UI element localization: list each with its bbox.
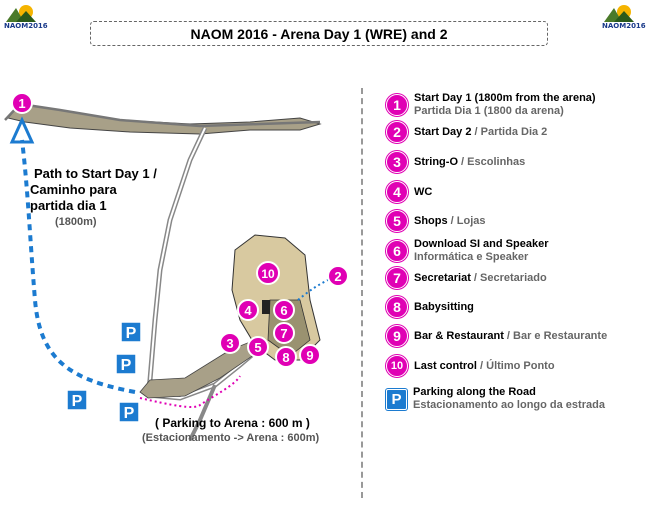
legend-item-5 bbox=[386, 210, 638, 232]
legend-en-6: Download SI and Speaker bbox=[414, 238, 549, 250]
logo-text-left: NAOM2016 bbox=[4, 22, 48, 30]
map-marker-3-label: 3 bbox=[226, 336, 234, 351]
legend-item-7 bbox=[386, 267, 638, 289]
map-parking-4 bbox=[119, 402, 139, 422]
legend-en-2: Start Day 2 bbox=[414, 125, 472, 138]
legend-en-5: Shops bbox=[414, 214, 448, 227]
legend-item-8 bbox=[386, 296, 638, 318]
naom-logo-right bbox=[602, 2, 646, 30]
map-parking-3 bbox=[67, 390, 87, 410]
legend-badge-3: 3 bbox=[386, 151, 408, 173]
legend-item-6 bbox=[386, 238, 638, 264]
legend-en-9: Bar & Restaurant bbox=[414, 329, 504, 342]
legend-sep-2: / bbox=[471, 125, 481, 138]
legend-badge-4: 4 bbox=[386, 181, 408, 203]
map-marker-1-label: 1 bbox=[18, 96, 26, 111]
arena-building bbox=[262, 300, 270, 314]
legend-badge-10: 10 bbox=[386, 355, 408, 377]
path-label-line3: partida dia 1 bbox=[30, 198, 107, 213]
map-parking-3-label: P bbox=[71, 393, 83, 410]
map-parking-2-label: P bbox=[120, 357, 132, 374]
legend-en-7: Secretariat bbox=[414, 271, 471, 284]
legend-text-8 bbox=[414, 301, 474, 314]
map-parking-2 bbox=[116, 354, 136, 374]
legend-text-1 bbox=[414, 92, 596, 118]
legend-item-2 bbox=[386, 121, 638, 143]
legend-en-1: Start Day 1 (1800m from the arena) bbox=[414, 92, 596, 104]
legend-badge-7: 7 bbox=[386, 267, 408, 289]
legend-item-parking bbox=[386, 386, 638, 412]
legend-badge-9: 9 bbox=[386, 325, 408, 347]
map-marker-8-label: 8 bbox=[282, 350, 290, 365]
map-marker-9 bbox=[300, 345, 320, 365]
map-marker-10-label: 10 bbox=[261, 267, 275, 281]
map-marker-4-label: 4 bbox=[244, 303, 252, 318]
legend-text-3 bbox=[414, 156, 525, 169]
map-parking-1 bbox=[121, 322, 141, 342]
legend-text-2 bbox=[414, 126, 547, 139]
map-marker-6-label: 6 bbox=[280, 303, 288, 318]
map-marker-6 bbox=[274, 300, 294, 320]
map-marker-5-label: 5 bbox=[254, 340, 262, 355]
legend-pt-10: Último Ponto bbox=[486, 359, 555, 372]
legend-badge-6: 6 bbox=[386, 240, 408, 262]
legend-parking-pt: Estacionamento ao longo da estrada bbox=[413, 399, 605, 411]
legend-item-10 bbox=[386, 355, 638, 377]
legend-parking-badge: P bbox=[386, 389, 407, 410]
path-label-line1: Path to Start Day 1 / bbox=[34, 166, 157, 181]
legend-pt-5: Lojas bbox=[456, 214, 486, 227]
legend-pt-3: Escolinhas bbox=[467, 155, 526, 168]
legend-text-10 bbox=[414, 360, 555, 373]
map-marker-9-label: 9 bbox=[306, 348, 314, 363]
legend-text-7 bbox=[414, 272, 547, 285]
map-marker-1 bbox=[12, 93, 32, 113]
legend-text-9 bbox=[414, 330, 607, 343]
legend-pt-9: Bar e Restaurante bbox=[513, 329, 608, 342]
map-marker-7 bbox=[274, 323, 294, 343]
map-marker-7-label: 7 bbox=[280, 326, 288, 341]
legend-badge-5: 5 bbox=[386, 210, 408, 232]
map-parking-symbols bbox=[67, 322, 141, 422]
legend-text-parking bbox=[413, 386, 605, 412]
legend-item-4 bbox=[386, 181, 638, 203]
path-label-line2: Caminho para bbox=[30, 182, 117, 197]
legend-en-10: Last control bbox=[414, 359, 477, 372]
legend-badge-8: 8 bbox=[386, 296, 408, 318]
legend-item-3 bbox=[386, 151, 638, 173]
legend-sep-10: / bbox=[476, 359, 487, 372]
legend-sep-9: / bbox=[503, 329, 514, 342]
legend-badge-1: 1 bbox=[386, 94, 408, 116]
legend-badge-2: 2 bbox=[386, 121, 408, 143]
map-marker-5 bbox=[248, 337, 268, 357]
legend-sep-3: / bbox=[458, 155, 468, 168]
legend-en-3: String-O bbox=[414, 155, 458, 168]
map-marker-2-label: 2 bbox=[334, 269, 342, 284]
page-title: NAOM 2016 - Arena Day 1 (WRE) and 2 bbox=[190, 25, 448, 42]
map-marker-2 bbox=[328, 266, 348, 286]
map-parking-4-label: P bbox=[123, 405, 135, 422]
legend-pt-1: Partida Dia 1 (1800 da arena) bbox=[414, 105, 564, 117]
map-marker-8 bbox=[276, 347, 296, 367]
logo-text-right: NAOM2016 bbox=[602, 22, 646, 30]
legend-sep-5: / bbox=[447, 214, 457, 227]
legend-pt-2: Partida Dia 2 bbox=[480, 125, 548, 138]
legend-parking-en: Parking along the Road bbox=[413, 386, 536, 398]
path-arrow-head bbox=[12, 120, 32, 142]
map-marker-3 bbox=[220, 333, 240, 353]
legend-pt-6: Informática e Speaker bbox=[414, 251, 529, 263]
map-parking-1-label: P bbox=[125, 325, 137, 342]
legend-item-9 bbox=[386, 325, 638, 347]
parking-distance-en: ( Parking to Arena : 600 m ) bbox=[155, 416, 310, 430]
legend-en-4: WC bbox=[414, 185, 433, 198]
naom-logo-right-graphic bbox=[602, 2, 636, 24]
map-marker-4 bbox=[238, 300, 258, 320]
legend-text-6 bbox=[414, 238, 548, 264]
legend-sep-7: / bbox=[470, 271, 481, 284]
map-marker-10 bbox=[257, 262, 279, 284]
legend-text-5 bbox=[414, 215, 486, 228]
path-distance: (1800m) bbox=[55, 216, 97, 228]
legend-item-1 bbox=[386, 92, 638, 118]
legend-text-4 bbox=[414, 186, 432, 199]
legend-en-8: Babysitting bbox=[414, 300, 474, 313]
legend-pt-7: Secretariado bbox=[480, 271, 547, 284]
divider bbox=[361, 88, 363, 498]
parking-distance-pt: (Estacionamento -> Arena : 600m) bbox=[142, 432, 320, 444]
